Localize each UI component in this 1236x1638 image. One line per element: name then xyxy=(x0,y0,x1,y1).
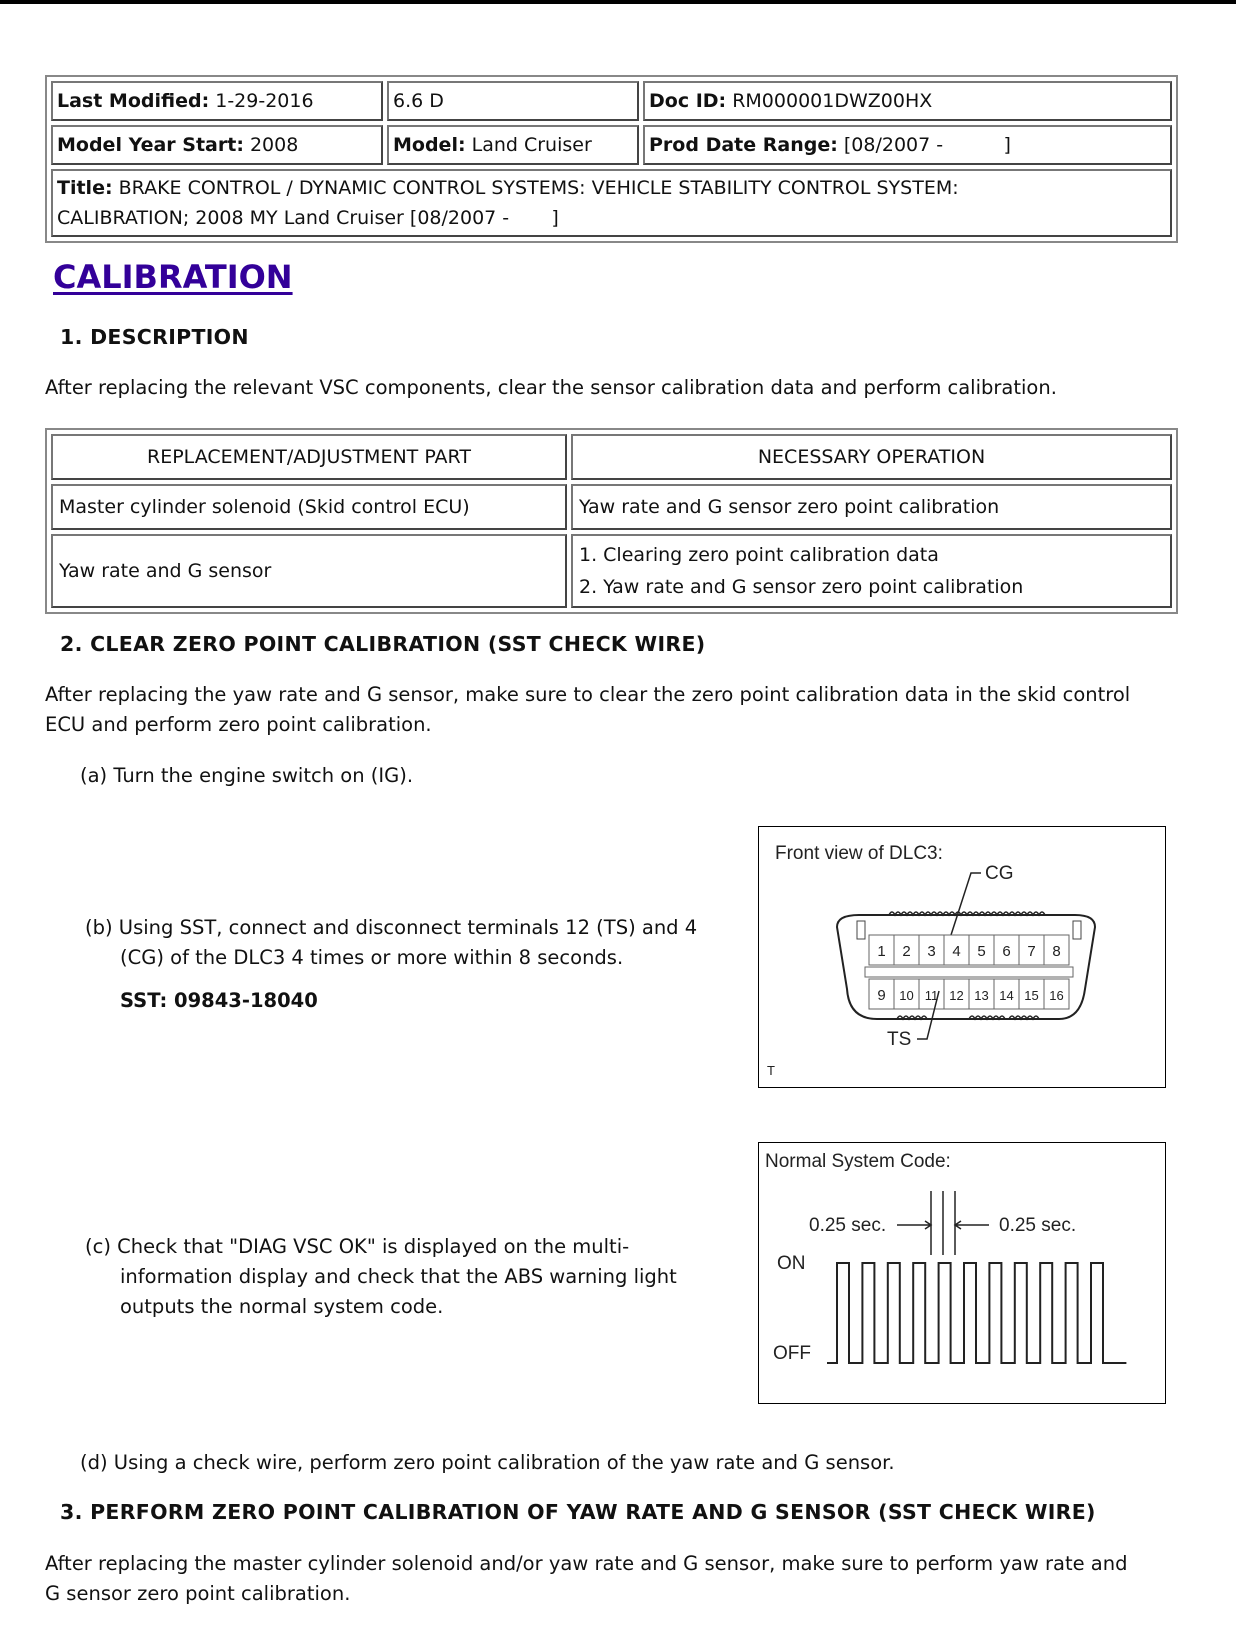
pin-3: 3 xyxy=(927,943,936,960)
model-year-cell: Model Year Start: 2008 xyxy=(51,125,383,165)
pulse-waveform xyxy=(827,1263,1126,1363)
step-b-line-1: (b) Using SST, connect and disconnect terminals 12 (TS) and 4 xyxy=(85,916,698,939)
pin-15: 15 xyxy=(1024,988,1039,1003)
title-line-2: CALIBRATION; 2008 MY Land Cruiser [08/2007 - ] xyxy=(57,207,559,229)
step-c-line-1: (c) Check that "DIAG VSC OK" is displayed on the multi- xyxy=(85,1235,630,1258)
system-code-caption: Normal System Code: xyxy=(765,1151,951,1172)
engine-cell: 6.6 D xyxy=(387,81,639,121)
section-3-text-line-1: After replacing the master cylinder solenoid and/or yaw rate and G sensor, make sure to perform yaw rate and xyxy=(45,1552,1128,1575)
operation-cell xyxy=(571,534,1172,608)
table-row xyxy=(51,534,1172,608)
cg-label: CG xyxy=(985,863,1014,884)
section-2-text-line-1: After replacing the yaw rate and G sensor, make sure to clear the zero point calibration data in the skid control xyxy=(45,683,1131,706)
left-timing-label: 0.25 sec. xyxy=(809,1215,887,1236)
column-header-operation: NECESSARY OPERATION xyxy=(571,434,1172,480)
section-1-text: After replacing the relevant VSC components, clear the sensor calibration data and perform calibration. xyxy=(45,376,1057,399)
system-code-diagram xyxy=(759,1143,1165,1403)
model-value: Land Cruiser xyxy=(471,134,592,156)
prod-date-value: [08/2007 - ] xyxy=(843,134,1011,156)
right-arrow xyxy=(955,1221,989,1229)
title-cell: Title: BRAKE CONTROL / DYNAMIC CONTROL SYSTEMS: VEHICLE STABILITY CONTROL SYSTEM: CALIBRATION; 2008 MY Land Cruiser [08/2007 - ] xyxy=(51,169,1172,237)
document-info-table xyxy=(45,75,1178,243)
sst-number: SST: 09843-18040 xyxy=(120,989,318,1012)
page-title: CALIBRATION xyxy=(53,258,293,296)
pin-11: 11 xyxy=(924,988,939,1003)
corner-mark: T xyxy=(767,1063,775,1078)
doc-id-cell: Doc ID: RM000001DWZ00HX xyxy=(643,81,1172,121)
pin-divider xyxy=(865,967,1073,977)
operations-table xyxy=(45,428,1178,614)
ts-label: TS xyxy=(887,1029,912,1050)
pin-9: 9 xyxy=(877,987,886,1004)
operation-line: 2. Yaw rate and G sensor zero point calibration xyxy=(579,576,1024,598)
step-d: (d) Using a check wire, perform zero point calibration of the yaw rate and G sensor. xyxy=(80,1451,895,1474)
top-pins xyxy=(877,935,1060,965)
pin-16: 16 xyxy=(1049,988,1064,1003)
pin-8: 8 xyxy=(1052,943,1061,960)
pin-4: 4 xyxy=(952,943,961,960)
model-year-value: 2008 xyxy=(249,134,299,156)
left-latch xyxy=(857,921,865,939)
step-c-line-3: outputs the normal system code. xyxy=(120,1295,444,1318)
top-border xyxy=(0,0,1236,4)
pin-1: 1 xyxy=(877,943,886,960)
bottom-pins xyxy=(877,979,1063,1009)
on-label: ON xyxy=(777,1253,806,1274)
pin-14: 14 xyxy=(999,988,1014,1003)
title-line-1: BRAKE CONTROL / DYNAMIC CONTROL SYSTEMS: VEHICLE STABILITY CONTROL SYSTEM: xyxy=(118,177,959,199)
dlc3-diagram xyxy=(759,827,1165,1087)
part-cell: Master cylinder solenoid (Skid control ECU) xyxy=(51,484,567,530)
section-2-text-line-2: ECU and perform zero point calibration. xyxy=(45,713,432,736)
table-header-row xyxy=(51,434,1172,480)
step-a: (a) Turn the engine switch on (IG). xyxy=(80,764,414,787)
right-timing-label: 0.25 sec. xyxy=(999,1215,1077,1236)
system-code-figure xyxy=(758,1142,1166,1404)
last-modified-value: 1-29-2016 xyxy=(215,90,314,112)
pin-7: 7 xyxy=(1027,943,1036,960)
operation-line: 1. Clearing zero point calibration data xyxy=(579,544,939,566)
last-modified-cell: Last Modified: 1-29-2016 xyxy=(51,81,383,121)
section-3-text-line-2: G sensor zero point calibration. xyxy=(45,1582,351,1605)
connector-top-ridges xyxy=(889,912,1045,915)
model-cell: Model: Land Cruiser xyxy=(387,125,639,165)
left-arrow xyxy=(897,1221,931,1229)
pin-2: 2 xyxy=(902,943,911,960)
part-cell: Yaw rate and G sensor xyxy=(51,534,567,608)
cg-leader-line xyxy=(951,873,981,935)
off-label: OFF xyxy=(773,1343,811,1364)
step-c-line-2: information display and check that the ABS warning light xyxy=(120,1265,677,1288)
pin-13: 13 xyxy=(974,988,989,1003)
pin-12: 12 xyxy=(949,988,964,1003)
prod-date-cell: Prod Date Range: [08/2007 - ] xyxy=(643,125,1172,165)
doc-id-value: RM000001DWZ00HX xyxy=(732,90,933,112)
right-latch xyxy=(1073,921,1081,939)
section-1-heading: 1. DESCRIPTION xyxy=(60,325,249,349)
pin-6: 6 xyxy=(1002,943,1011,960)
section-3-heading: 3. PERFORM ZERO POINT CALIBRATION OF YAW RATE AND G SENSOR (SST CHECK WIRE) xyxy=(60,1500,1096,1524)
pin-10: 10 xyxy=(899,988,914,1003)
section-2-heading: 2. CLEAR ZERO POINT CALIBRATION (SST CHECK WIRE) xyxy=(60,632,706,656)
step-b-line-2: (CG) of the DLC3 4 times or more within 8 seconds. xyxy=(120,946,624,969)
dlc3-figure xyxy=(758,826,1166,1088)
operation-cell: Yaw rate and G sensor zero point calibration xyxy=(571,484,1172,530)
dlc3-caption: Front view of DLC3: xyxy=(775,843,943,864)
pin-5: 5 xyxy=(977,943,986,960)
table-row xyxy=(51,484,1172,530)
column-header-part: REPLACEMENT/ADJUSTMENT PART xyxy=(51,434,567,480)
